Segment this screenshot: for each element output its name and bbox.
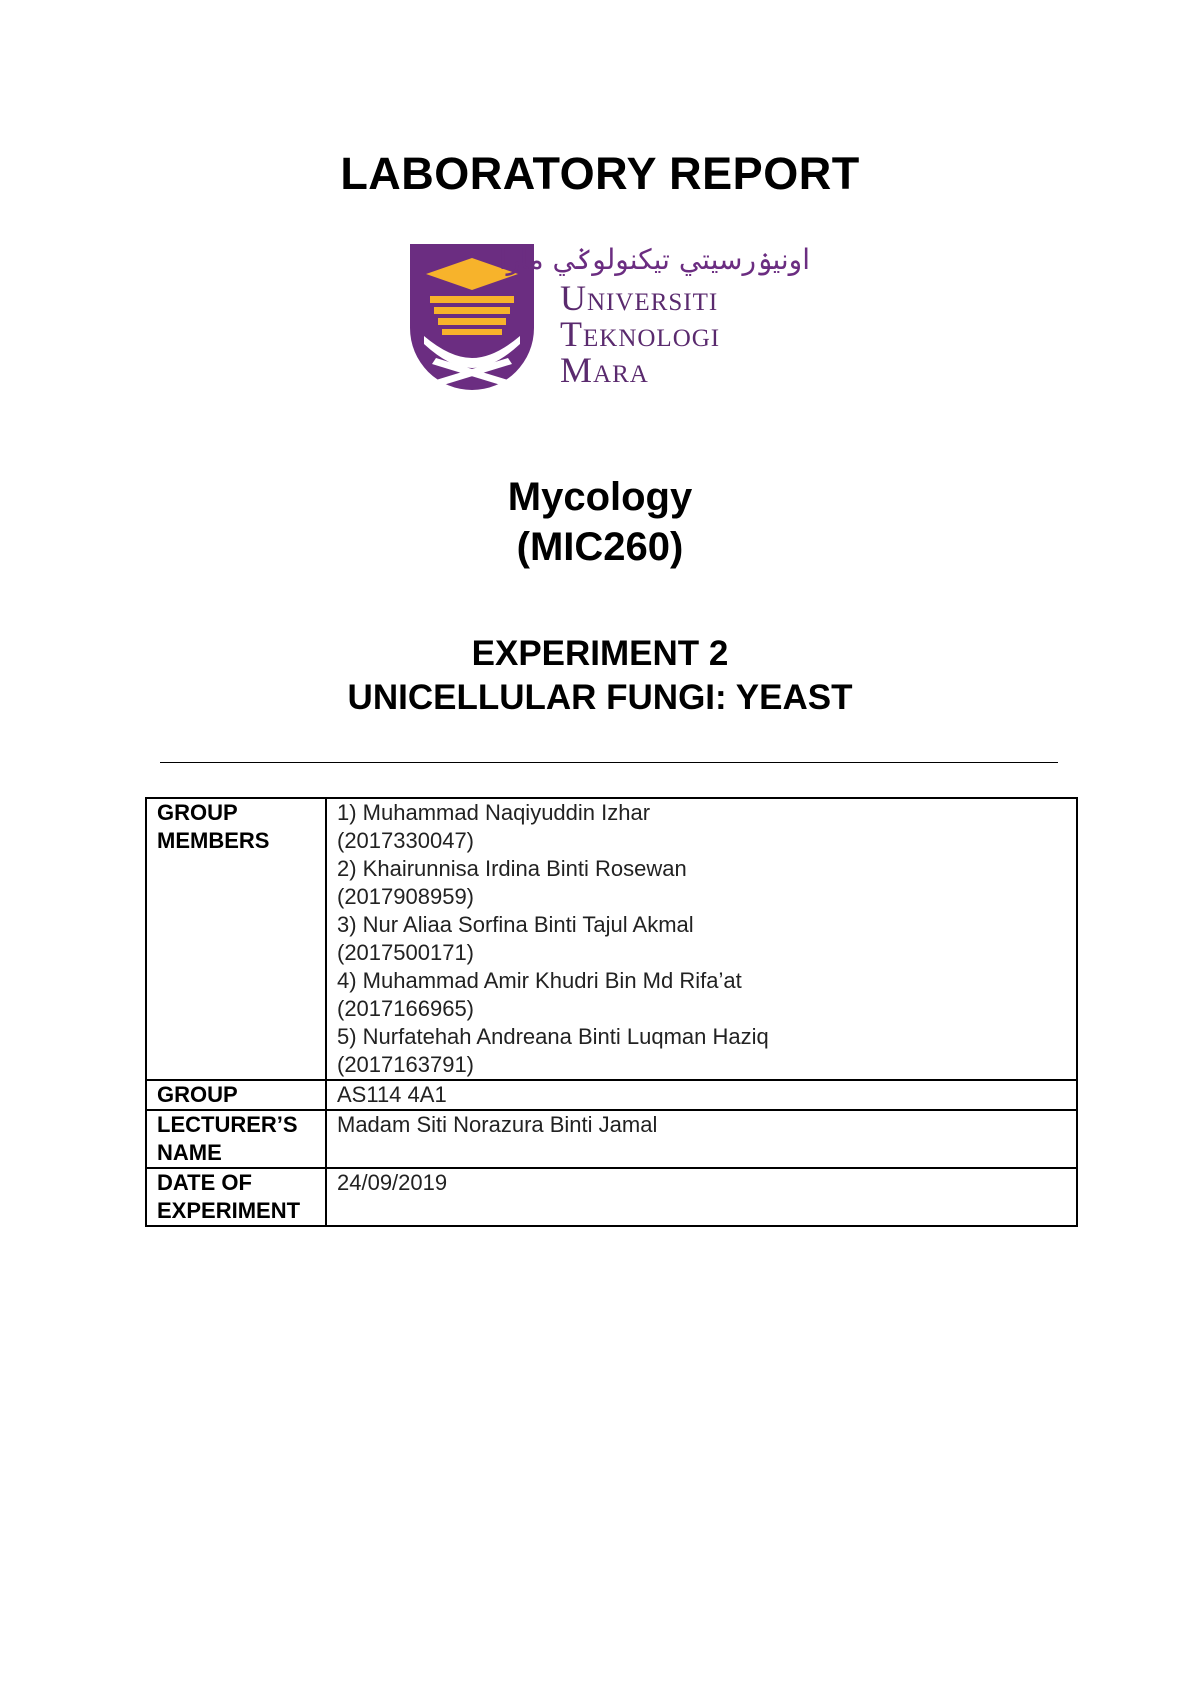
- member-name: 4) Muhammad Amir Khudri Bin Md Rifa’at: [337, 968, 742, 993]
- member-name: 5) Nurfatehah Andreana Binti Luqman Haziq: [337, 1024, 769, 1049]
- group-value: AS114 4A1: [326, 1080, 1077, 1110]
- logo-line-3: Mara: [560, 350, 649, 390]
- report-title: LABORATORY REPORT: [340, 148, 860, 199]
- member-name: 2) Khairunnisa Irdina Binti Rosewan: [337, 856, 687, 881]
- group-label: GROUP: [146, 1080, 326, 1110]
- members-list: [326, 798, 1077, 1080]
- logo-line-2: Teknologi: [560, 314, 721, 354]
- experiment-block: [0, 632, 1200, 720]
- member-name: 3) Nur Aliaa Sorfina Binti Tajul Akmal: [337, 912, 694, 937]
- date-label: DATE OF EXPERIMENT: [146, 1168, 326, 1226]
- course-name: Mycology: [507, 475, 693, 519]
- members-label: GROUP MEMBERS: [146, 798, 326, 1080]
- table-row-members: [146, 798, 1077, 1080]
- member-id: (2017166965): [337, 996, 475, 1021]
- member-id: (2017163791): [337, 1052, 475, 1077]
- lecturer-value: Madam Siti Norazura Binti Jamal: [326, 1110, 1077, 1168]
- logo-jawi-text: اونيۏرسيتي تيكنولوݢي مارا: [498, 243, 810, 276]
- member-id: (2017908959): [337, 884, 475, 909]
- experiment-title: UNICELLULAR FUNGI: YEAST: [347, 678, 853, 717]
- course-block: [0, 472, 1200, 572]
- member-id: (2017330047): [337, 828, 475, 853]
- table-row-group: [146, 1080, 1077, 1110]
- member-name: 1) Muhammad Naqiyuddin Izhar: [337, 800, 651, 825]
- lecturer-label: LECTURER’S NAME: [146, 1110, 326, 1168]
- member-id: (2017500171): [337, 940, 475, 965]
- university-logo: [402, 240, 810, 390]
- logo-line-1: Universiti: [560, 278, 719, 318]
- date-value: 24/09/2019: [326, 1168, 1077, 1226]
- experiment-number: EXPERIMENT 2: [471, 634, 729, 673]
- info-table: [145, 797, 1078, 1227]
- table-row-date: [146, 1168, 1077, 1226]
- table-row-lecturer: [146, 1110, 1077, 1168]
- course-code: (MIC260): [516, 525, 684, 569]
- divider-line: [160, 762, 1058, 763]
- logo-wordmark: [498, 240, 810, 390]
